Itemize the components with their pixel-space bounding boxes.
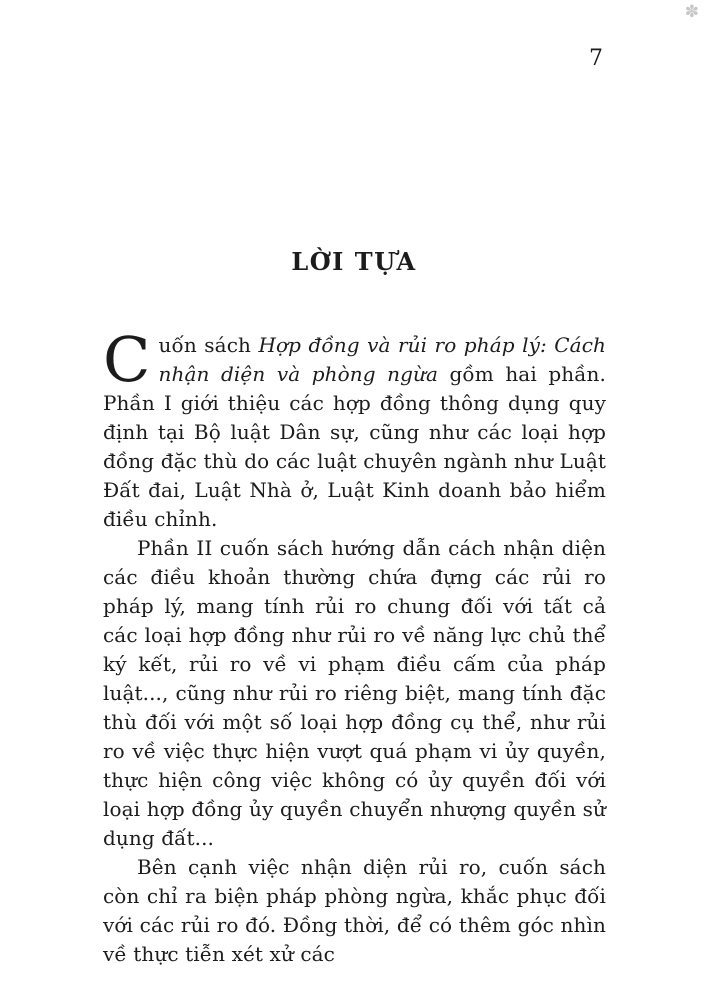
paragraph-1-lead: uốn sách [158, 333, 259, 357]
page-title: LỜI TỰA [291, 247, 417, 276]
page-number: 7 [589, 46, 603, 71]
paragraph-2: Phần II cuốn sách hướng dẫn cách nhận diện các điều khoản thường chứa đựng các rủi ro pháp lý, mang tính rủi ro chung đối với tất cả các loại hợp đồng như rủi ro về năng lực chủ thể ký kết, rủi ro về vi phạm điều cấm của pháp luật..., cũng như rủi ro riêng biệt, mang tính đặc thù đối với một số loại hợp đồng cụ thể, như rủi ro về việc thực hiện vượt quá phạm vi ủy quyền, thực hiện công việc không có ủy quyền đối với loại hợp đồng ủy quyền chuyển nhượng quyền sử dụng đất... [103, 536, 606, 850]
flower-ornament-icon: ✽ [684, 2, 699, 22]
paragraph-3: Bên cạnh việc nhận diện rủi ro, cuốn sách còn chỉ ra biện pháp phòng ngừa, khắc phục đối với các rủi ro đó. Đồng thời, để có thêm góc nhìn về thực tiễn xét xử các [103, 855, 606, 966]
paragraph-1 [103, 323, 606, 534]
book-title-italic: Hợp đồng và rủi ro pháp lý: Cách nhận diện và phòng ngừa [158, 333, 606, 386]
drop-cap: C [103, 323, 151, 396]
paragraph-1-rest: gồm hai phần. Phần I giới thiệu các hợp đồng thông dụng quy định tại Bộ luật Dân sự, cũng như các loại hợp đồng đặc thù do các luật chuyên ngành như Luật Đất đai, Luật Nhà ở, Luật Kinh doanh bảo hiểm điều chỉnh. [103, 362, 606, 531]
preface-body [103, 323, 606, 969]
